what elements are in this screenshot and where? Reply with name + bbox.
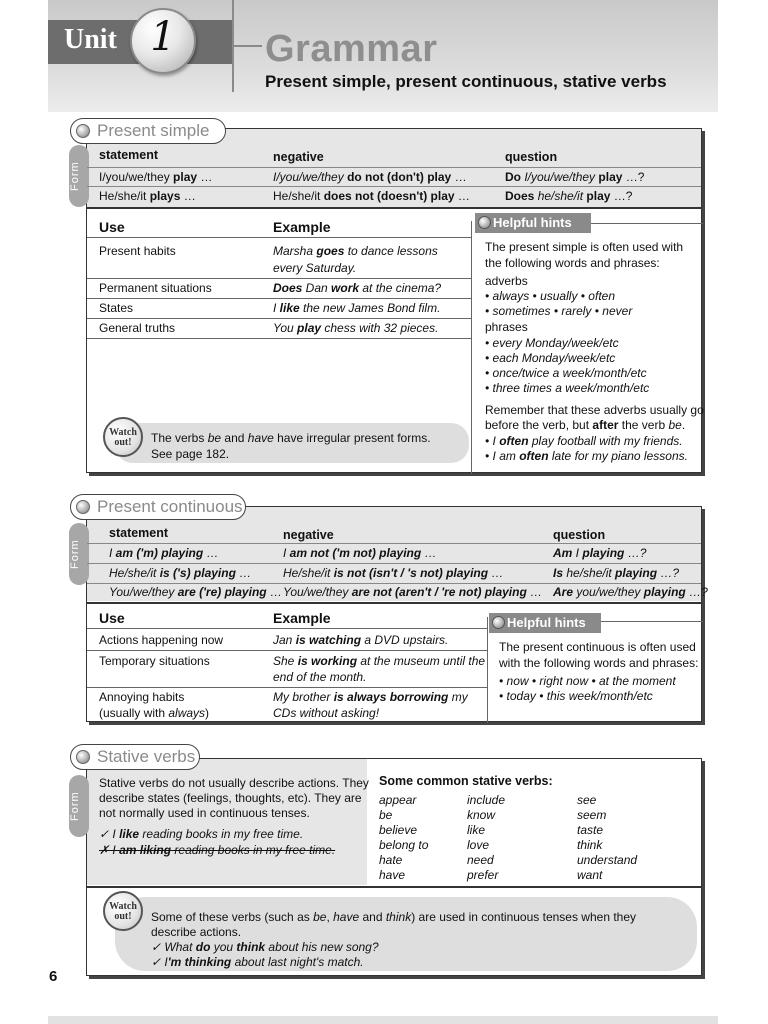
page-title: Grammar [265,28,438,70]
example-header: Example [273,219,331,235]
verb-list-item: include [467,793,506,807]
example-cell: You play chess with 32 pieces. [273,321,439,335]
section-bullet-icon [76,750,90,764]
use-cell: Annoying habits [99,690,185,704]
hints-text: The present simple is often used with [485,240,684,254]
example-header: Example [273,610,331,626]
hints-divider [487,617,488,723]
col-header-question: question [553,528,606,542]
bottom-band [48,1016,718,1024]
watch-out-icon: Watch out! [103,417,143,457]
example-cell: My brother is always borrowing my [273,690,468,704]
divider [87,543,701,544]
negative-cell: You/we/they are not (aren't / 're not) playing … [283,585,543,599]
question-cell: Am I playing …? [553,546,647,560]
verb-list-item: be [379,808,393,822]
present-simple-section [69,128,704,473]
col-header-statement: statement [99,148,159,162]
statement-cell: He/she/it is ('s) playing … [109,566,252,580]
stative-description: describe states (feelings, thoughts, etc). They are [99,791,362,805]
stative-description: not normally used in continuous tenses. [99,806,310,820]
divider [87,650,487,651]
use-cell: Temporary situations [99,654,210,668]
form-tab: Form [69,523,89,585]
use-cell: States [99,301,134,315]
example-cell: CDs without asking! [273,706,380,720]
page-number: 6 [49,968,58,985]
band-border [87,207,701,209]
band-border [87,602,701,604]
example-cell: She is working at the museum until the [273,654,486,668]
divider [87,338,471,339]
col-header-question: question [505,150,558,164]
hints-text: before the verb, but after the verb be. [485,418,686,432]
section-label-present-simple: Present simple [70,118,226,144]
stative-verbs-section [69,758,702,976]
page-subtitle: Present simple, present continuous, stative verbs [265,72,667,91]
section-bullet-icon [76,500,90,514]
band-border [87,886,701,888]
example-cell: Jan is watching a DVD upstairs. [273,633,449,647]
hints-divider [471,221,472,474]
negative-cell: I am not ('m not) playing … [283,546,437,560]
question-cell: Do I/you/we/they play …? [505,170,645,184]
hints-text: phrases [485,320,528,334]
example-cell: Does Dan work at the cinema? [273,281,442,295]
divider [87,687,487,688]
statement-cell: He/she/it plays … [99,189,196,203]
question-cell: Is he/she/it playing …? [553,566,680,580]
hints-text: Remember that these adverbs usually go [485,403,704,417]
hints-list-item: • once/twice a week/month/etc [485,366,647,380]
helpful-hints-title: Helpful hints [489,613,601,633]
hints-list-item: • each Monday/week/etc [485,351,616,365]
hint-bullet-icon [478,216,491,229]
verb-list-item: believe [379,823,418,837]
hints-list-item: • I often play football with my friends. [485,434,683,448]
hints-text: with the following words and phrases: [499,656,699,670]
hints-text: • sometimes • rarely • never [485,304,633,318]
col-header-statement: statement [109,526,169,540]
use-cell: Present habits [99,244,176,258]
example-cell: every Saturday. [273,261,357,275]
example-cell: Marsha goes to dance lessons [273,244,438,258]
watch-out-text: The verbs be and have have irregular present forms. [151,431,431,445]
hints-list-item: • I am often late for my piano lessons. [485,449,688,463]
col-header-negative: negative [273,150,324,164]
section-bullet-icon [76,124,90,138]
example-cell: end of the month. [273,670,367,684]
verb-list-item: hate [379,853,403,867]
form-tab: Form [69,145,89,207]
verb-list-item: like [467,823,486,837]
verb-list-item: appear [379,793,417,807]
helpful-hints-title: Helpful hints [475,213,591,233]
use-cell: Actions happening now [99,633,224,647]
example-cell: I like the new James Bond film. [273,301,441,315]
unit-number: 1 [150,14,176,60]
verb-list-item: have [379,868,406,882]
wrong-example: ✗ I am liking reading books in my free time. [99,843,336,857]
hints-list-item: • every Monday/week/etc [485,336,619,350]
correct-example: ✓ I like reading books in my free time. [99,827,304,841]
hints-list-item: • today • this week/month/etc [499,689,653,703]
verb-list-item: understand [577,853,638,867]
statement-cell: You/we/they are ('re) playing … [109,585,282,599]
verb-list-item: seem [577,808,607,822]
negative-cell: He/she/it does not (doesn't) play … [273,189,470,203]
use-header: Use [99,219,125,235]
watch-out-example: ✓ What do you think about his new song? [151,940,379,954]
divider [87,298,471,299]
form-tab: Form [69,775,89,837]
watch-out-text: See page 182. [151,447,230,461]
verb-list-item: know [467,808,496,822]
divider [87,278,471,279]
watch-out-icon: Watch out! [103,891,143,931]
section-label-present-continuous: Present continuous [70,494,246,520]
verb-list-item: taste [577,823,604,837]
present-continuous-section [69,506,708,722]
verb-list-item: want [577,868,603,882]
watch-out-example: ✓ I'm thinking about last night's match. [151,955,364,969]
hints-text: adverbs [485,274,528,288]
question-cell: Are you/we/they playing …? [553,585,708,599]
divider [591,223,703,224]
verb-list-item: belong to [379,838,429,852]
col-header-negative: negative [283,528,334,542]
divider [87,563,701,564]
question-cell: Does he/she/it play …? [505,189,633,203]
divider [87,237,471,238]
verb-list-item: see [577,793,597,807]
header-connector [232,45,262,47]
use-cell: (usually with always) [99,706,210,720]
unit-label: Unit [64,24,117,55]
use-header: Use [99,610,125,626]
watch-out-text: describe actions. [151,925,242,939]
verb-list-item: need [467,853,494,867]
verb-list-item: prefer [467,868,499,882]
common-verbs-title: Some common stative verbs: [379,774,553,788]
use-cell: General truths [99,321,176,335]
section-label-stative-verbs: Stative verbs [70,744,200,770]
statement-cell: I/you/we/they play … [99,170,213,184]
divider [87,628,487,629]
hints-list-item: • now • right now • at the moment [499,674,676,688]
divider [601,621,703,622]
divider [87,318,471,319]
negative-cell: He/she/it is not (isn't / 's not) playing … [283,566,504,580]
statement-cell: I am ('m) playing … [109,546,219,560]
stative-description: Stative verbs do not usually describe actions. They [99,776,369,790]
use-cell: Permanent situations [99,281,212,295]
divider [87,167,701,168]
hints-text: the following words and phrases: [485,256,660,270]
hint-bullet-icon [492,616,505,629]
hints-list-item: • three times a week/month/etc [485,381,650,395]
hints-text: The present continuous is often used [499,640,696,654]
hints-text: • always • usually • often [485,289,615,303]
watch-out-text: Some of these verbs (such as be, have and think) are used in continuous tenses when they [151,910,637,924]
divider [87,186,701,187]
verb-list-item: think [577,838,603,852]
negative-cell: I/you/we/they do not (don't) play … [273,170,467,184]
verb-list-item: love [467,838,490,852]
